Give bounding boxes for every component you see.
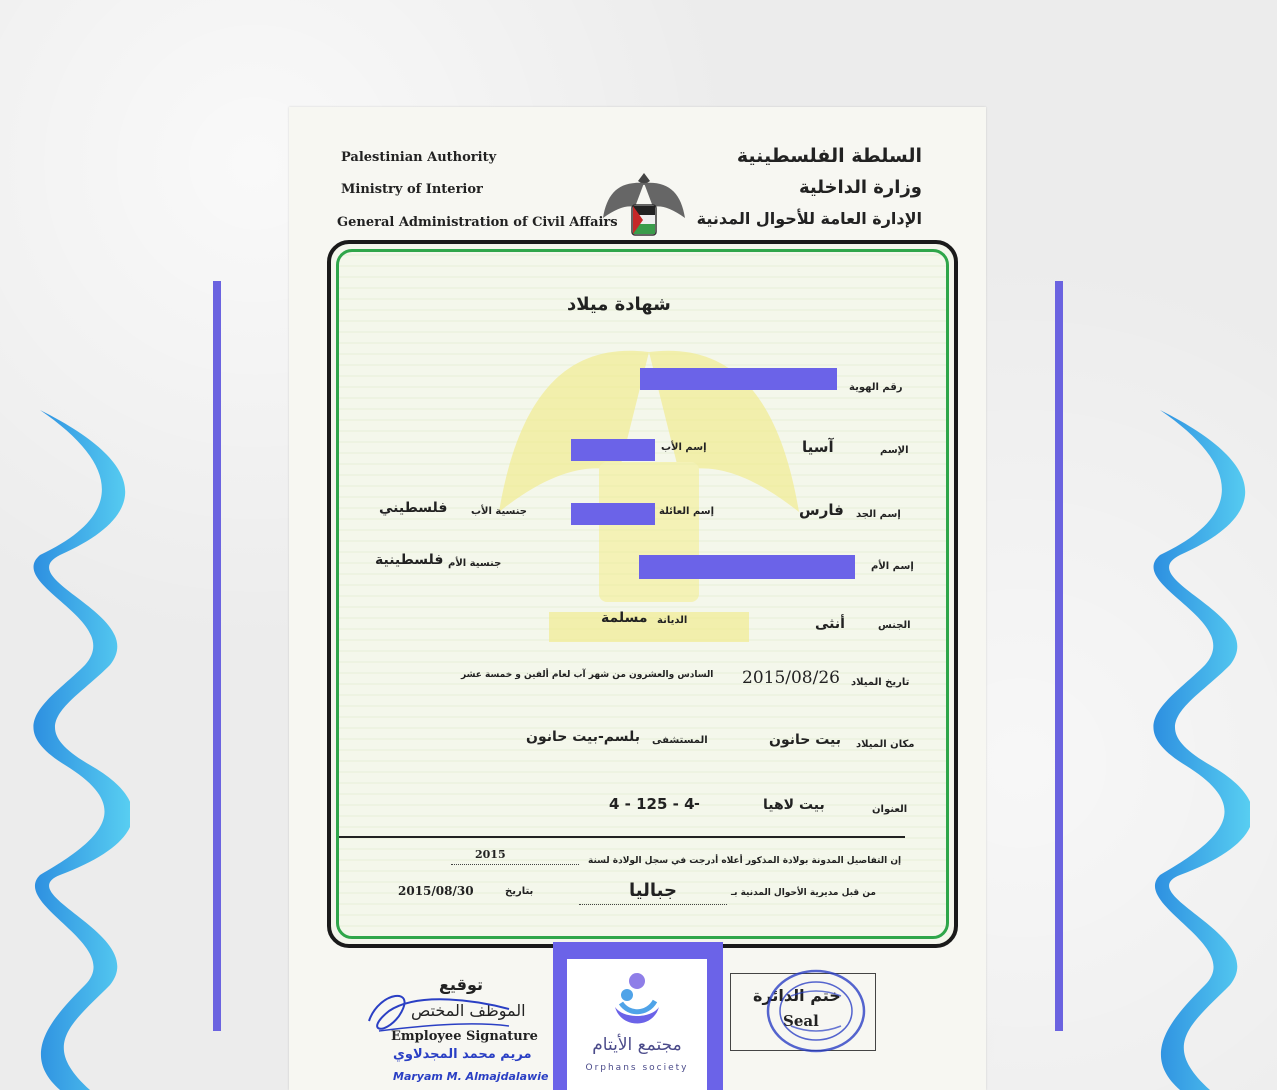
- right-accent-bar: [1055, 281, 1063, 1031]
- header-en-authority: Palestinian Authority: [341, 150, 497, 165]
- directorate-line: [579, 904, 727, 905]
- sex-value: أنثى: [815, 616, 845, 632]
- sex-label: الجنس: [878, 620, 911, 631]
- registry-date-value: 2015/08/30: [398, 884, 474, 898]
- mother-nationality-value: فلسطينية: [375, 552, 444, 568]
- hospital-value: بلسم-بيت حانون: [526, 729, 641, 745]
- id-number-redaction: [640, 368, 837, 390]
- dob-value: 2015/08/26: [742, 668, 840, 688]
- section-divider: [336, 836, 905, 838]
- mother-nationality-label: جنسية الأم: [448, 558, 502, 569]
- grandfather-name-value: فارس: [799, 501, 844, 519]
- dob-label: تاريخ الميلاد: [851, 677, 910, 688]
- mother-name-redaction: [639, 555, 855, 579]
- signature-label-ar: توقيع: [439, 975, 483, 994]
- header-ar-ministry: وزارة الداخلية: [798, 177, 922, 198]
- directorate-value: جباليا: [629, 880, 677, 901]
- family-name-redaction: [571, 503, 655, 525]
- address-dash: -: [694, 796, 700, 812]
- name-value: آسيا: [802, 438, 834, 456]
- signature-label-en: Employee Signature: [391, 1029, 538, 1044]
- pob-label: مكان الميلاد: [856, 739, 915, 750]
- logo-name-ar: مجتمع الأيتام: [592, 1035, 682, 1055]
- mother-name-label: إسم الأم: [871, 561, 914, 572]
- left-accent-bar: [213, 281, 221, 1031]
- certificate-title: شهادة ميلاد: [567, 294, 671, 315]
- header-ar-authority: السلطة الفلسطينية: [736, 145, 922, 167]
- registry-date-label: بتاريخ: [505, 886, 534, 897]
- address-city-value: بيت لاهيا: [763, 797, 825, 813]
- header-ar-administration: الإدارة العامة للأحوال المدنية: [696, 209, 922, 228]
- left-wave-decoration: [30, 405, 130, 1090]
- father-name-label: إسم الأب: [661, 442, 707, 453]
- seal-label-ar: ختم الدائرة: [753, 986, 841, 1005]
- pob-value: بيت حانون: [769, 732, 841, 748]
- name-label: الإسم: [880, 445, 909, 456]
- officer-name-ar: مريم محمد المجدلاوي: [393, 1047, 532, 1062]
- grandfather-name-label: إسم الجد: [856, 509, 901, 520]
- registry-year-line: [451, 864, 579, 865]
- address-number-value: 4 - 125 - 4: [609, 795, 695, 813]
- address-label: العنوان: [872, 804, 908, 815]
- directorate-statement: من قبل مديرية الأحوال المدنية بـ: [731, 888, 876, 898]
- registry-year-value: 2015: [475, 848, 506, 861]
- hospital-label: المستشفى: [652, 735, 708, 746]
- family-name-label: إسم العائلة: [659, 506, 715, 517]
- id-number-label: رقم الهوية: [849, 382, 903, 393]
- religion-value: مسلمة: [601, 610, 648, 626]
- right-wave-decoration: [1150, 405, 1250, 1090]
- seal-label-en: Seal: [783, 1012, 819, 1030]
- orphans-society-logo-card: [553, 942, 723, 1090]
- dob-in-words: السادس والعشرون من شهر آب لعام ألفين و خمسة عشر: [461, 670, 714, 680]
- handwritten-signature-icon: [359, 981, 519, 1051]
- certificate-frame: [327, 240, 958, 948]
- seal-box: [730, 973, 876, 1051]
- father-nationality-label: جنسية الأب: [471, 506, 528, 517]
- header-en-administration: General Administration of Civil Affairs: [337, 215, 618, 230]
- officer-name-en: Maryam M. Almajdalawie: [393, 1070, 549, 1083]
- religion-label: الديانة: [657, 615, 688, 626]
- father-name-redaction: [571, 439, 655, 461]
- father-nationality-value: فلسطيني: [379, 500, 448, 516]
- certificate-inner-border: [336, 249, 949, 939]
- logo-name-en: Orphans society: [585, 1063, 689, 1073]
- header-en-ministry: Ministry of Interior: [341, 182, 483, 197]
- registry-statement: إن التفاصيل المدونة بولادة المذكور أعلاه أدرجت في سجل الولادة لسنة: [588, 856, 902, 866]
- official-stamp-icon: [761, 966, 871, 1056]
- official-label-ar: الموظف المختص: [411, 1001, 526, 1020]
- orphans-society-logo-icon: [607, 967, 667, 1031]
- logo-inner-panel: [567, 959, 707, 1090]
